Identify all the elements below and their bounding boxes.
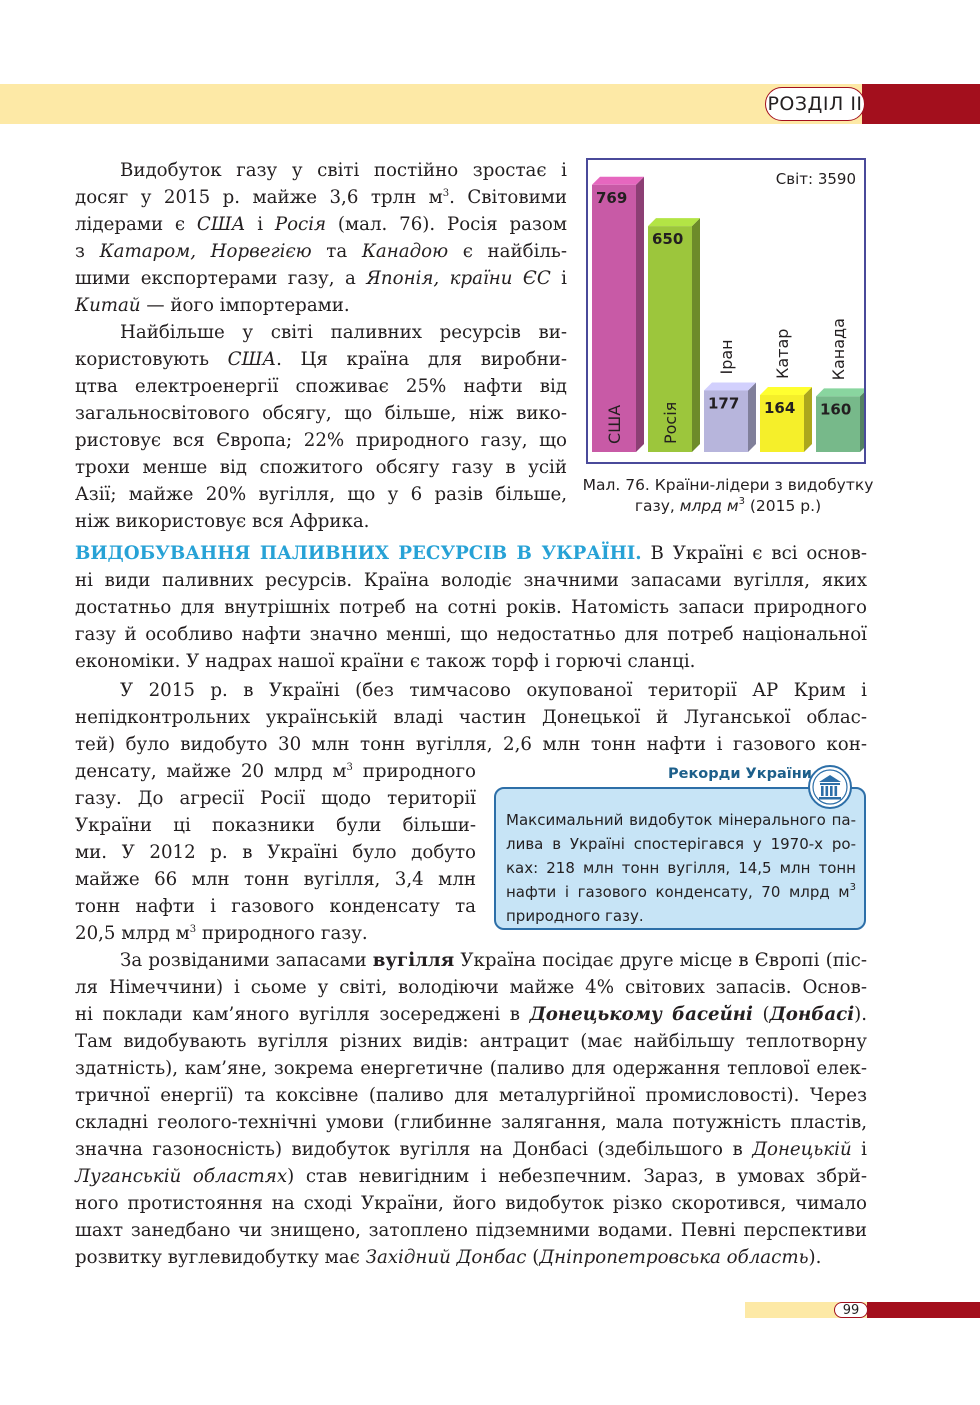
- text-line: природного газу.: [506, 907, 644, 925]
- bar-value-label: 160: [820, 400, 852, 419]
- text-line: Максимальний видобуток мінерального па-: [506, 811, 856, 829]
- text-line: шими експортерами газу, а Японія, країни ЄС і: [75, 268, 567, 289]
- coal-paragraph: [75, 947, 867, 1271]
- production-paragraph: [75, 677, 867, 758]
- text-line: розвитку вуглевидобутку має Західний Донбас (Дніпропетровська область).: [75, 1247, 822, 1268]
- bar-side: [748, 382, 756, 452]
- text-line: тричної енергії) та коксівне (паливо для металургійної промисловості). Через: [75, 1085, 867, 1106]
- text-line: України ці показники були більши-: [75, 815, 476, 836]
- section-label: РОЗДІЛ II: [765, 87, 865, 121]
- bar-value-label: 769: [596, 188, 628, 207]
- bar-side: [860, 388, 864, 452]
- text-line: достатньо для внутрішніх потреб на сотні років. Натомість запаси природного: [75, 597, 867, 618]
- text-line: досяг у 2015 р. майже 3,6 трлн $м^3$. Світовими: [75, 187, 567, 208]
- bar-category-label: Росія: [661, 401, 680, 444]
- usage-paragraph: [75, 319, 567, 535]
- bar-value-label: 177: [708, 394, 740, 413]
- records-text: [506, 808, 856, 928]
- text-line: ристовує вся Європа; 22% природного газу, що: [75, 430, 567, 451]
- text-line: здатність), кам’яне, зокрема енергетичне (паливо для одержання теплової елек-: [75, 1058, 867, 1079]
- text-line: ми. У 2012 р. в Україні було добуто: [75, 842, 476, 863]
- bar-category-label: США: [605, 404, 624, 444]
- bar-side: [692, 218, 700, 452]
- text-line: Видобуток газу у світі постійно зростає і: [120, 160, 567, 181]
- text-line: газу. До агресії Росії щодо території: [75, 788, 476, 809]
- bar-value-label: 164: [764, 399, 796, 418]
- text-line: тей) було видобуто 30 млн тонн вугілля, 2,6 млн тонн нафти і газового кон-: [75, 734, 867, 755]
- bar-value-label: 650: [652, 230, 684, 249]
- ukraine-paragraph: [75, 540, 867, 675]
- text-line: ках: 218 млн тонн вугілля, 14,5 млн тонн: [506, 859, 856, 877]
- caption-line: газу, млрд $м^3$ (2015 р.): [634, 496, 822, 515]
- bar-side: [804, 387, 812, 452]
- text-line: нафти і газового конденсату, 70 млрд $м^3$: [506, 882, 856, 901]
- text-line: трохи менше від спожитого обсягу газу в усій: [75, 457, 567, 478]
- text-line: Азії; майже 20% вугілля, що у 6 разів більше,: [75, 484, 567, 505]
- footer-band-accent: [867, 1302, 980, 1318]
- columns-icon: [807, 764, 853, 810]
- text-line: ля Німеччини) і сьоме у світі, володіючи майже 4% світових запасів. Основ-: [75, 977, 867, 998]
- production-paragraph-narrow: [75, 758, 476, 947]
- text-line: Луганській областях) став невигідним і небезпечним. Зараз, в умовах збрй-: [75, 1166, 867, 1187]
- text-line: непідконтрольних українській владі частин Донецької й Луганської облас-: [75, 707, 867, 728]
- text-line: шахт занедбано чи знищено, затоплено підземними водами. Певні перспективи: [75, 1220, 867, 1241]
- bar-category-label: Іран: [717, 339, 736, 375]
- text-line: користовують США. Ця країна для виробни-: [75, 349, 567, 370]
- text-line: газу й особливо нафти значно менші, що недостатньо для потреб національної: [75, 624, 867, 645]
- text-line: значна газоносність) видобуток вугілля на Донбасі (здебільшого в Донецькій і: [75, 1139, 867, 1160]
- text-line: ні поклади кам’яного вугілля зосереджені в Донецькому басейні (Донбасі).: [75, 1004, 867, 1025]
- text-line: денсату, майже 20 млрд $м^3$ природного: [75, 761, 476, 782]
- text-line: Там видобувають вугілля різних видів: антрацит (має найбільшу теплотворну: [75, 1031, 867, 1052]
- gas-production-chart: [586, 158, 866, 464]
- page-number: 99: [834, 1302, 868, 1318]
- text-line: ВИДОБУВАННЯ ПАЛИВНИХ РЕСУРСІВ В УКРАЇНІ. В Україні є всі основ-: [75, 543, 868, 564]
- chart-canvas: [588, 160, 864, 462]
- text-line: У 2015 р. в Україні (без тимчасово окупованої території АР Крим і: [120, 680, 867, 701]
- text-line: цтва електроенергії споживає 25% нафти від: [75, 376, 567, 397]
- bar-top: [760, 387, 812, 395]
- text-line: складні геолого-технічні умови (глибинне залягання, мала потужність пластів,: [75, 1112, 867, 1133]
- text-line: Найбільше у світі паливних ресурсів ви-: [120, 322, 567, 343]
- bar-top: [704, 382, 756, 390]
- text-line: ніж використовує вся Африка.: [75, 511, 370, 532]
- records-title: Рекорди України: [668, 766, 812, 782]
- bar-side: [636, 177, 644, 452]
- bar-top: [816, 388, 864, 396]
- bar-category-label: Канада: [829, 318, 848, 381]
- bar-category-label: Катар: [773, 328, 792, 380]
- text-line: майже 66 млн тонн вугілля, 3,4 млн: [75, 869, 476, 890]
- text-line: 20,5 млрд $м^3$ природного газу.: [75, 923, 368, 944]
- section-heading: ВИДОБУВАННЯ ПАЛИВНИХ РЕСУРСІВ В УКРАЇНІ.: [75, 543, 642, 564]
- chart-caption: [578, 475, 878, 517]
- intro-paragraph: [75, 157, 567, 319]
- text-line: економіки. У надрах нашої країни є також торф і горючі сланці.: [75, 651, 696, 672]
- text-line: тонн нафти і газового конденсату та: [75, 896, 476, 917]
- header-band-accent: [862, 84, 980, 124]
- chart-total-label: Світ: 3590: [775, 170, 856, 188]
- caption-line: Мал. 76. Країни-лідери з видобутку: [582, 476, 874, 494]
- text-line: Китай — його імпортерами.: [75, 295, 350, 316]
- text-line: лідерами є США і Росія (мал. 76). Росія разом: [75, 214, 567, 235]
- text-line: загальносвітового обсягу, що більше, ніж вико-: [75, 403, 567, 424]
- text-line: ного протистояння на сході України, його видобуток різко скоротився, чимало: [75, 1193, 867, 1214]
- text-line: з Катаром, Норвегією та Канадою є найбіль-: [75, 241, 567, 262]
- bar-top: [592, 177, 644, 185]
- bar-top: [648, 218, 700, 226]
- text-line: ні види паливних ресурсів. Країна володіє значними запасами вугілля, яких: [75, 570, 867, 591]
- text-line: За розвіданими запасами вугілля Україна посідає друге місце в Європі (піс-: [120, 950, 867, 971]
- text-line: лива в Україні спостерігався у 1970-х ро-: [506, 835, 856, 853]
